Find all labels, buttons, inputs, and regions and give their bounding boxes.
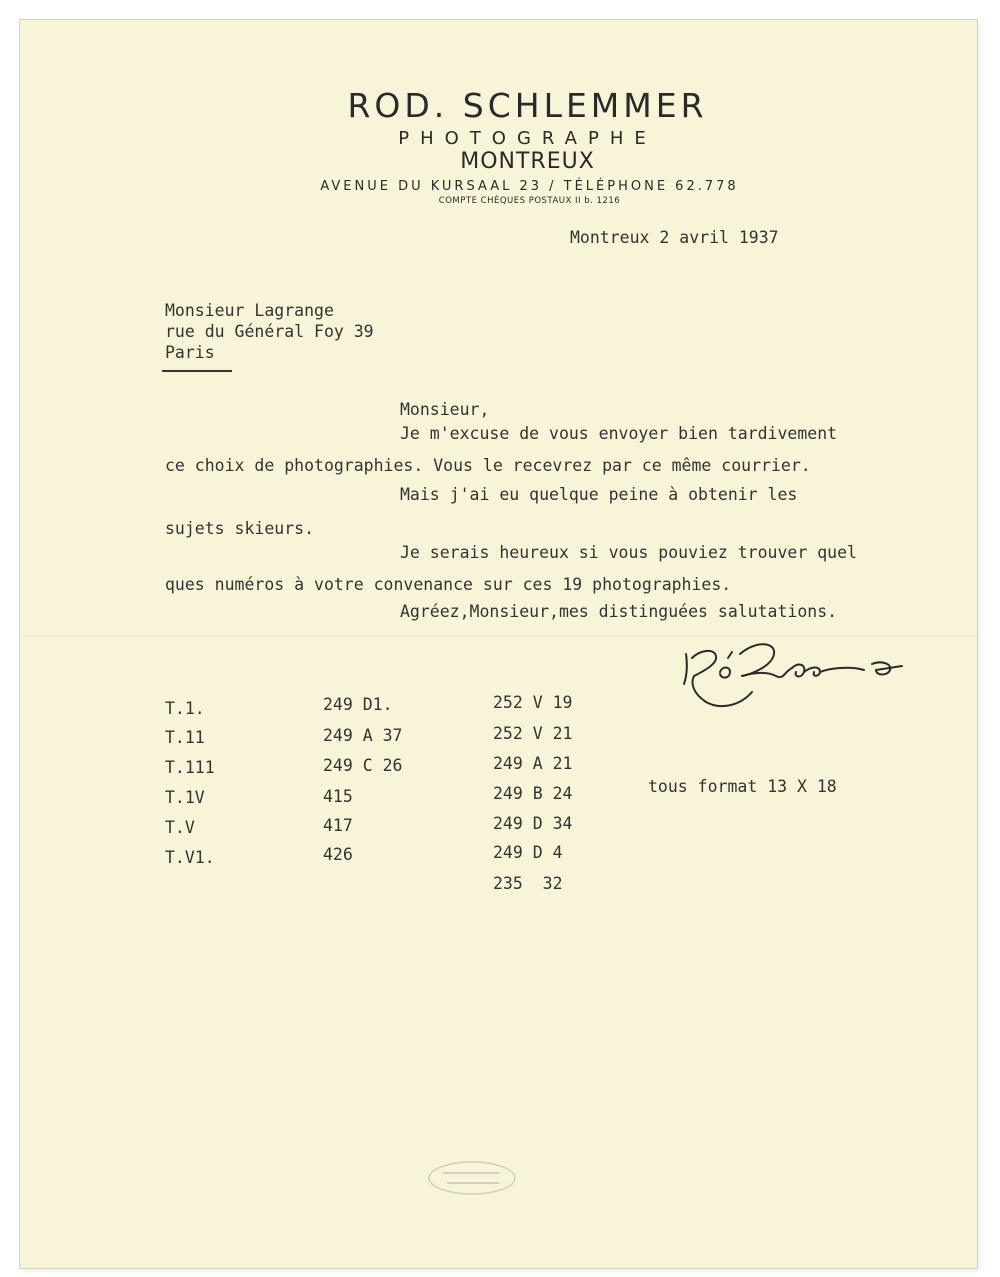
signature-icon: [680, 632, 910, 712]
list-number: 249 C 26: [323, 756, 403, 775]
address-underline: [162, 370, 232, 372]
body-line: Je serais heureux si vous pouviez trouver quel: [400, 543, 857, 562]
body-line: ques numéros à votre convenance sur ces 19 photographies.: [165, 575, 732, 594]
letterhead-account: COMPTE CHÈQUES POSTAUX II b. 1216: [438, 196, 621, 206]
body-line: Mais j'ai eu quelque peine à obtenir les: [400, 485, 798, 504]
body-line: sujets skieurs.: [165, 519, 315, 538]
body-line: Je m'excuse de vous envoyer bien tardivement: [400, 424, 838, 443]
list-number: 252 V 21: [493, 724, 573, 743]
list-label: T.1V: [165, 788, 205, 807]
list-number: 249 D 34: [493, 814, 573, 833]
list-number: 415: [323, 787, 353, 806]
list-number: 249 B 24: [493, 784, 573, 803]
salutation: Monsieur,: [400, 400, 490, 419]
closing-line: Agréez,Monsieur,mes distinguées salutations.: [400, 602, 838, 621]
list-number: 417: [323, 816, 353, 835]
list-number: 426: [323, 845, 353, 864]
stamp-line: [447, 1182, 499, 1184]
list-number: 249 D 4: [493, 843, 563, 862]
list-number: 249 A 21: [493, 754, 573, 773]
recipient-street: rue du Général Foy 39: [165, 322, 374, 341]
list-label: T.11: [165, 728, 205, 747]
letter-page: [20, 20, 977, 1268]
list-number: 249 A 37: [323, 726, 403, 745]
list-number: 249 D1.: [323, 695, 393, 714]
list-label: T.111: [165, 758, 215, 777]
list-label: T.V1.: [165, 848, 215, 867]
format-note: tous format 13 X 18: [648, 777, 837, 796]
stamp-oval-icon: [427, 1160, 517, 1196]
list-label: T.1.: [165, 699, 205, 718]
list-label: T.V: [165, 818, 195, 837]
letterhead-city: MONTREUX: [460, 149, 595, 174]
body-line: ce choix de photographies. Vous le recevrez par ce même courrier.: [165, 456, 811, 475]
recipient-city: Paris: [165, 343, 215, 362]
list-number: 235 32: [493, 874, 563, 893]
letterhead-profession: PHOTOGRAPHE: [398, 128, 657, 149]
letterhead-name: ROD. SCHLEMMER: [347, 86, 708, 125]
stamp-line: [443, 1172, 499, 1174]
recipient-name: Monsieur Lagrange: [165, 301, 334, 320]
list-number: 252 V 19: [493, 693, 573, 712]
date-line: Montreux 2 avril 1937: [570, 228, 779, 247]
archive-stamp: [427, 1160, 517, 1196]
letterhead-address: AVENUE DU KURSAAL 23 / TÉLÉPHONE 62.778: [320, 179, 739, 194]
